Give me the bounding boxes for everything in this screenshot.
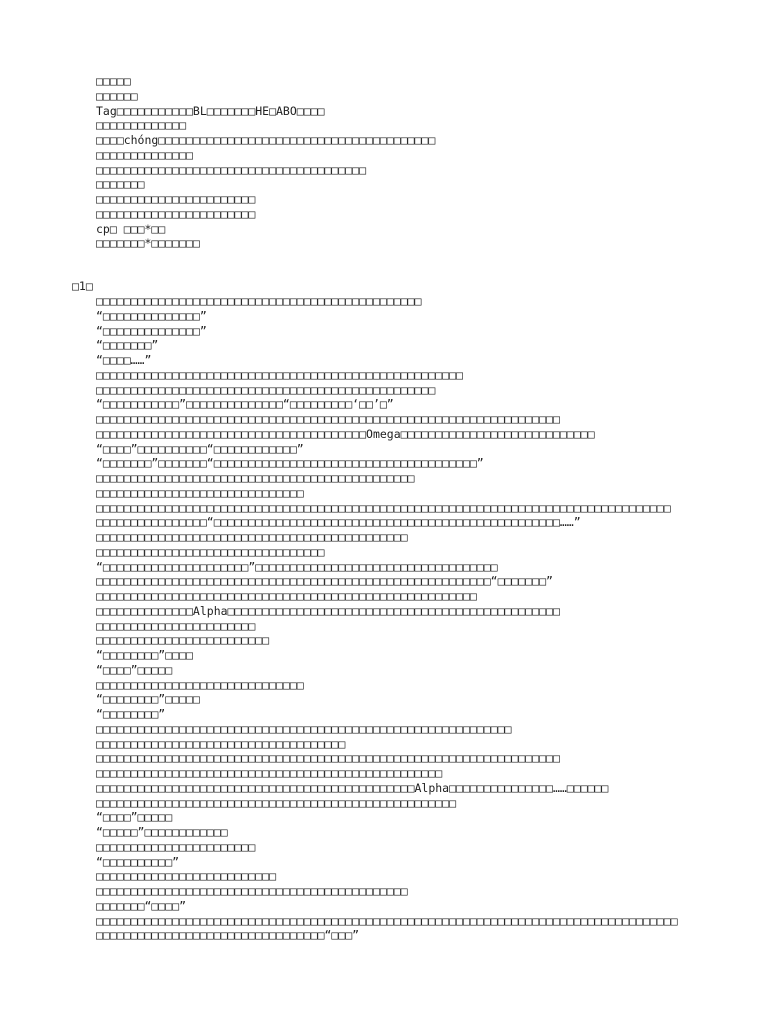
body-line: □□□□□□□□□□□□□□□□□□□□□□□□□□□□□□□□□□□□□□□□□□□□□□□□□□□□□□□□□□□□□□□□□□□	[96, 751, 560, 766]
body-line: □□□□□□□□□□□□□□□□□□□□□□□□□□□□□□□□□□□□	[96, 736, 346, 751]
body-line: □□□□□□□□□□□□□□□□□□□□□□□□□□□□□□□□□□□□□□□□□□□□□□□□□□□□□□□□□□□□□□□□□□□	[96, 412, 560, 426]
body-line: □□□□□□□“□□□□”	[96, 898, 187, 913]
body-line: □□□□□□□□□□□□□□□□□□□□□□□□□□□□□□□□□□□□□□□Omega□□□□□□□□□□□□□□□□□□□□□□□□□□□□	[96, 426, 595, 441]
header-line: Tag□□□□□□□□□□□BL□□□□□□□HE□ABO□□□□	[96, 103, 325, 118]
chapter-title: □1□	[72, 279, 93, 293]
body-line: □□□□□□□□□□□□□□□□□□□□□□□□□□□□□□□□□□□□□□□□□□□□□□	[96, 471, 415, 485]
body-line: “□□□□□□□□”□□□□	[96, 648, 193, 662]
body-line: “□□□□□□□□□□□□□□”	[96, 323, 207, 338]
body-line: □□□□□□□□□□□□□□□□□□□□□□□□□□□□□□□□□□□□□□□□□□□□□□□□□□□□□□□□□“□□□□□□□”	[96, 574, 553, 589]
body-line: □□□□□□□□□□□□□□□□□□□□□□□□□□□□□□□□□□□□□□□□□□□□□□□□□□□□□□□□□□□□	[96, 721, 512, 736]
body-line: □□□□□□□□□□□□□□□□“□□□□□□□□□□□□□□□□□□□□□□□□□□□□□□□□□□□□□□□□□□□□□□□□□□……”	[96, 515, 581, 530]
header-line: □□□□□□	[96, 88, 138, 103]
header-line: □□□□□□□□□□□□□□□□□□□□□□□	[96, 192, 256, 206]
body-line: □□□□□□□□□□□□□□□□□□□□□□□□□□	[96, 869, 277, 884]
body-line: “□□□□□□□□□□□□□□□□□□□□□”□□□□□□□□□□□□□□□□□□□□□□□□□□□□□□□□□□□	[96, 559, 498, 574]
header-line: cp□ □□□*□□	[96, 221, 166, 236]
header-line: □□□□□	[96, 74, 131, 88]
header-line: □□□□□□□□□□□□□□□□□□□□□□□□□□□□□□□□□□□□□□□	[96, 162, 367, 177]
body-line: “□□□□”□□□□□□□□□□“□□□□□□□□□□□□”	[96, 441, 304, 456]
body-line: □□□□□□□□□□□□□□□□□□□□□□□□□	[96, 633, 270, 648]
body-line: □□□□□□□□□□□□□□□□□□□□□□□□□□□□□□□□□□□□□□□□□□□□□□□□□□□□	[96, 795, 457, 810]
header-line: □□□□□□□□□□□□□□	[96, 147, 193, 162]
body-line: □□□□□□□□□□□□□□□□□□□□□□□□□□□□□□□□□“□□□”	[96, 928, 360, 943]
header-line: □□□□□□□□□□□□□	[96, 118, 187, 133]
body-line: “□□□□□□□□”□□□□□	[96, 692, 200, 707]
body-line: □□□□□□□□□□□□□□□□□□□□□□□□□□□□□□□□□□□□□□□□□□□□□□□□□□	[96, 766, 443, 780]
body-line: “□□□□”□□□□□	[96, 662, 173, 677]
header-line: □□□□□□□*□□□□□□□	[96, 236, 200, 251]
body-line: □□□□□□□□□□□□□□□□□□□□□□□	[96, 839, 256, 854]
body-line: □□□□□□□□□□□□□□□□□□□□□□□□□□□□□□□□□□□□□□□□□□□□□□□□□□□□□□□□□□□□□□□□□□□□□□□□□□□□□□□□□□□□	[96, 913, 678, 928]
body-line: “□□□□□□□□□□□□□□”	[96, 308, 207, 323]
body-line: □□□□□□□□□□□□□□□□□□□□□□□□□□□□□□□□□□□□□□□□□□□□□□□□□□□□□□□□□□□□□□□□□□□□□□□□□□□□□□□□□□□	[96, 500, 671, 515]
body-line: “□□□□□□□□”	[96, 707, 166, 721]
body-line: “□□□□□”□□□□□□□□□□□□	[96, 825, 228, 839]
body-line: “□□□□……”	[96, 353, 152, 367]
body-line: □□□□□□□□□□□□□□□□□□□□□□□□□□□□□□□□□□□□□□□□□□□□□□□	[96, 294, 422, 308]
body-line: □□□□□□□□□□□□□□□□□□□□□□□□□□□□□□□□□□□□□□□□□□□□□□Alpha□□□□□□□□□□□□□□□……□□□□□□	[96, 780, 609, 795]
body-line: “□□□□□□□”□□□□□□□“□□□□□□□□□□□□□□□□□□□□□□□□□□□□□□□□□□□□□□”	[96, 456, 484, 471]
body-line: □□□□□□□□□□□□□□Alpha□□□□□□□□□□□□□□□□□□□□□□□□□□□□□□□□□□□□□□□□□□□□□□□□	[96, 603, 560, 618]
body-line: □□□□□□□□□□□□□□□□□□□□□□□□□□□□□□□□□	[96, 544, 325, 559]
header-line: □□□□□□□□□□□□□□□□□□□□□□□	[96, 206, 256, 221]
body-line: □□□□□□□□□□□□□□□□□□□□□□□□□□□□□□□□□□□□□□□□□□□□□□□□□□□□□	[96, 367, 463, 382]
body-line: □□□□□□□□□□□□□□□□□□□□□□□	[96, 618, 256, 633]
header-line: □□□□□□□	[96, 177, 145, 192]
body-line: “□□□□□□□□□□”	[96, 854, 180, 869]
body-line: “□□□□□□□□□□□”□□□□□□□□□□□□□□“□□□□□□□□□‘□□’□”	[96, 397, 394, 412]
body-line: □□□□□□□□□□□□□□□□□□□□□□□□□□□□□□□□□□□□□□□□□□□□□	[96, 530, 408, 544]
body-line: □□□□□□□□□□□□□□□□□□□□□□□□□□□□□□	[96, 485, 304, 500]
body-line: “□□□□□□□”	[96, 338, 159, 353]
body-line: □□□□□□□□□□□□□□□□□□□□□□□□□□□□□□□□□□□□□□□□□□□□□□□□□	[96, 382, 436, 397]
header-line: □□□□chóng□□□□□□□□□□□□□□□□□□□□□□□□□□□□□□□□□□□□□□□□	[96, 133, 436, 147]
body-line: □□□□□□□□□□□□□□□□□□□□□□□□□□□□□□□□□□□□□□□□□□□□□	[96, 884, 408, 898]
body-line: “□□□□”□□□□□	[96, 810, 173, 825]
body-line: □□□□□□□□□□□□□□□□□□□□□□□□□□□□□□	[96, 677, 304, 692]
body-line: □□□□□□□□□□□□□□□□□□□□□□□□□□□□□□□□□□□□□□□□□□□□□□□□□□□□□□□	[96, 589, 477, 603]
